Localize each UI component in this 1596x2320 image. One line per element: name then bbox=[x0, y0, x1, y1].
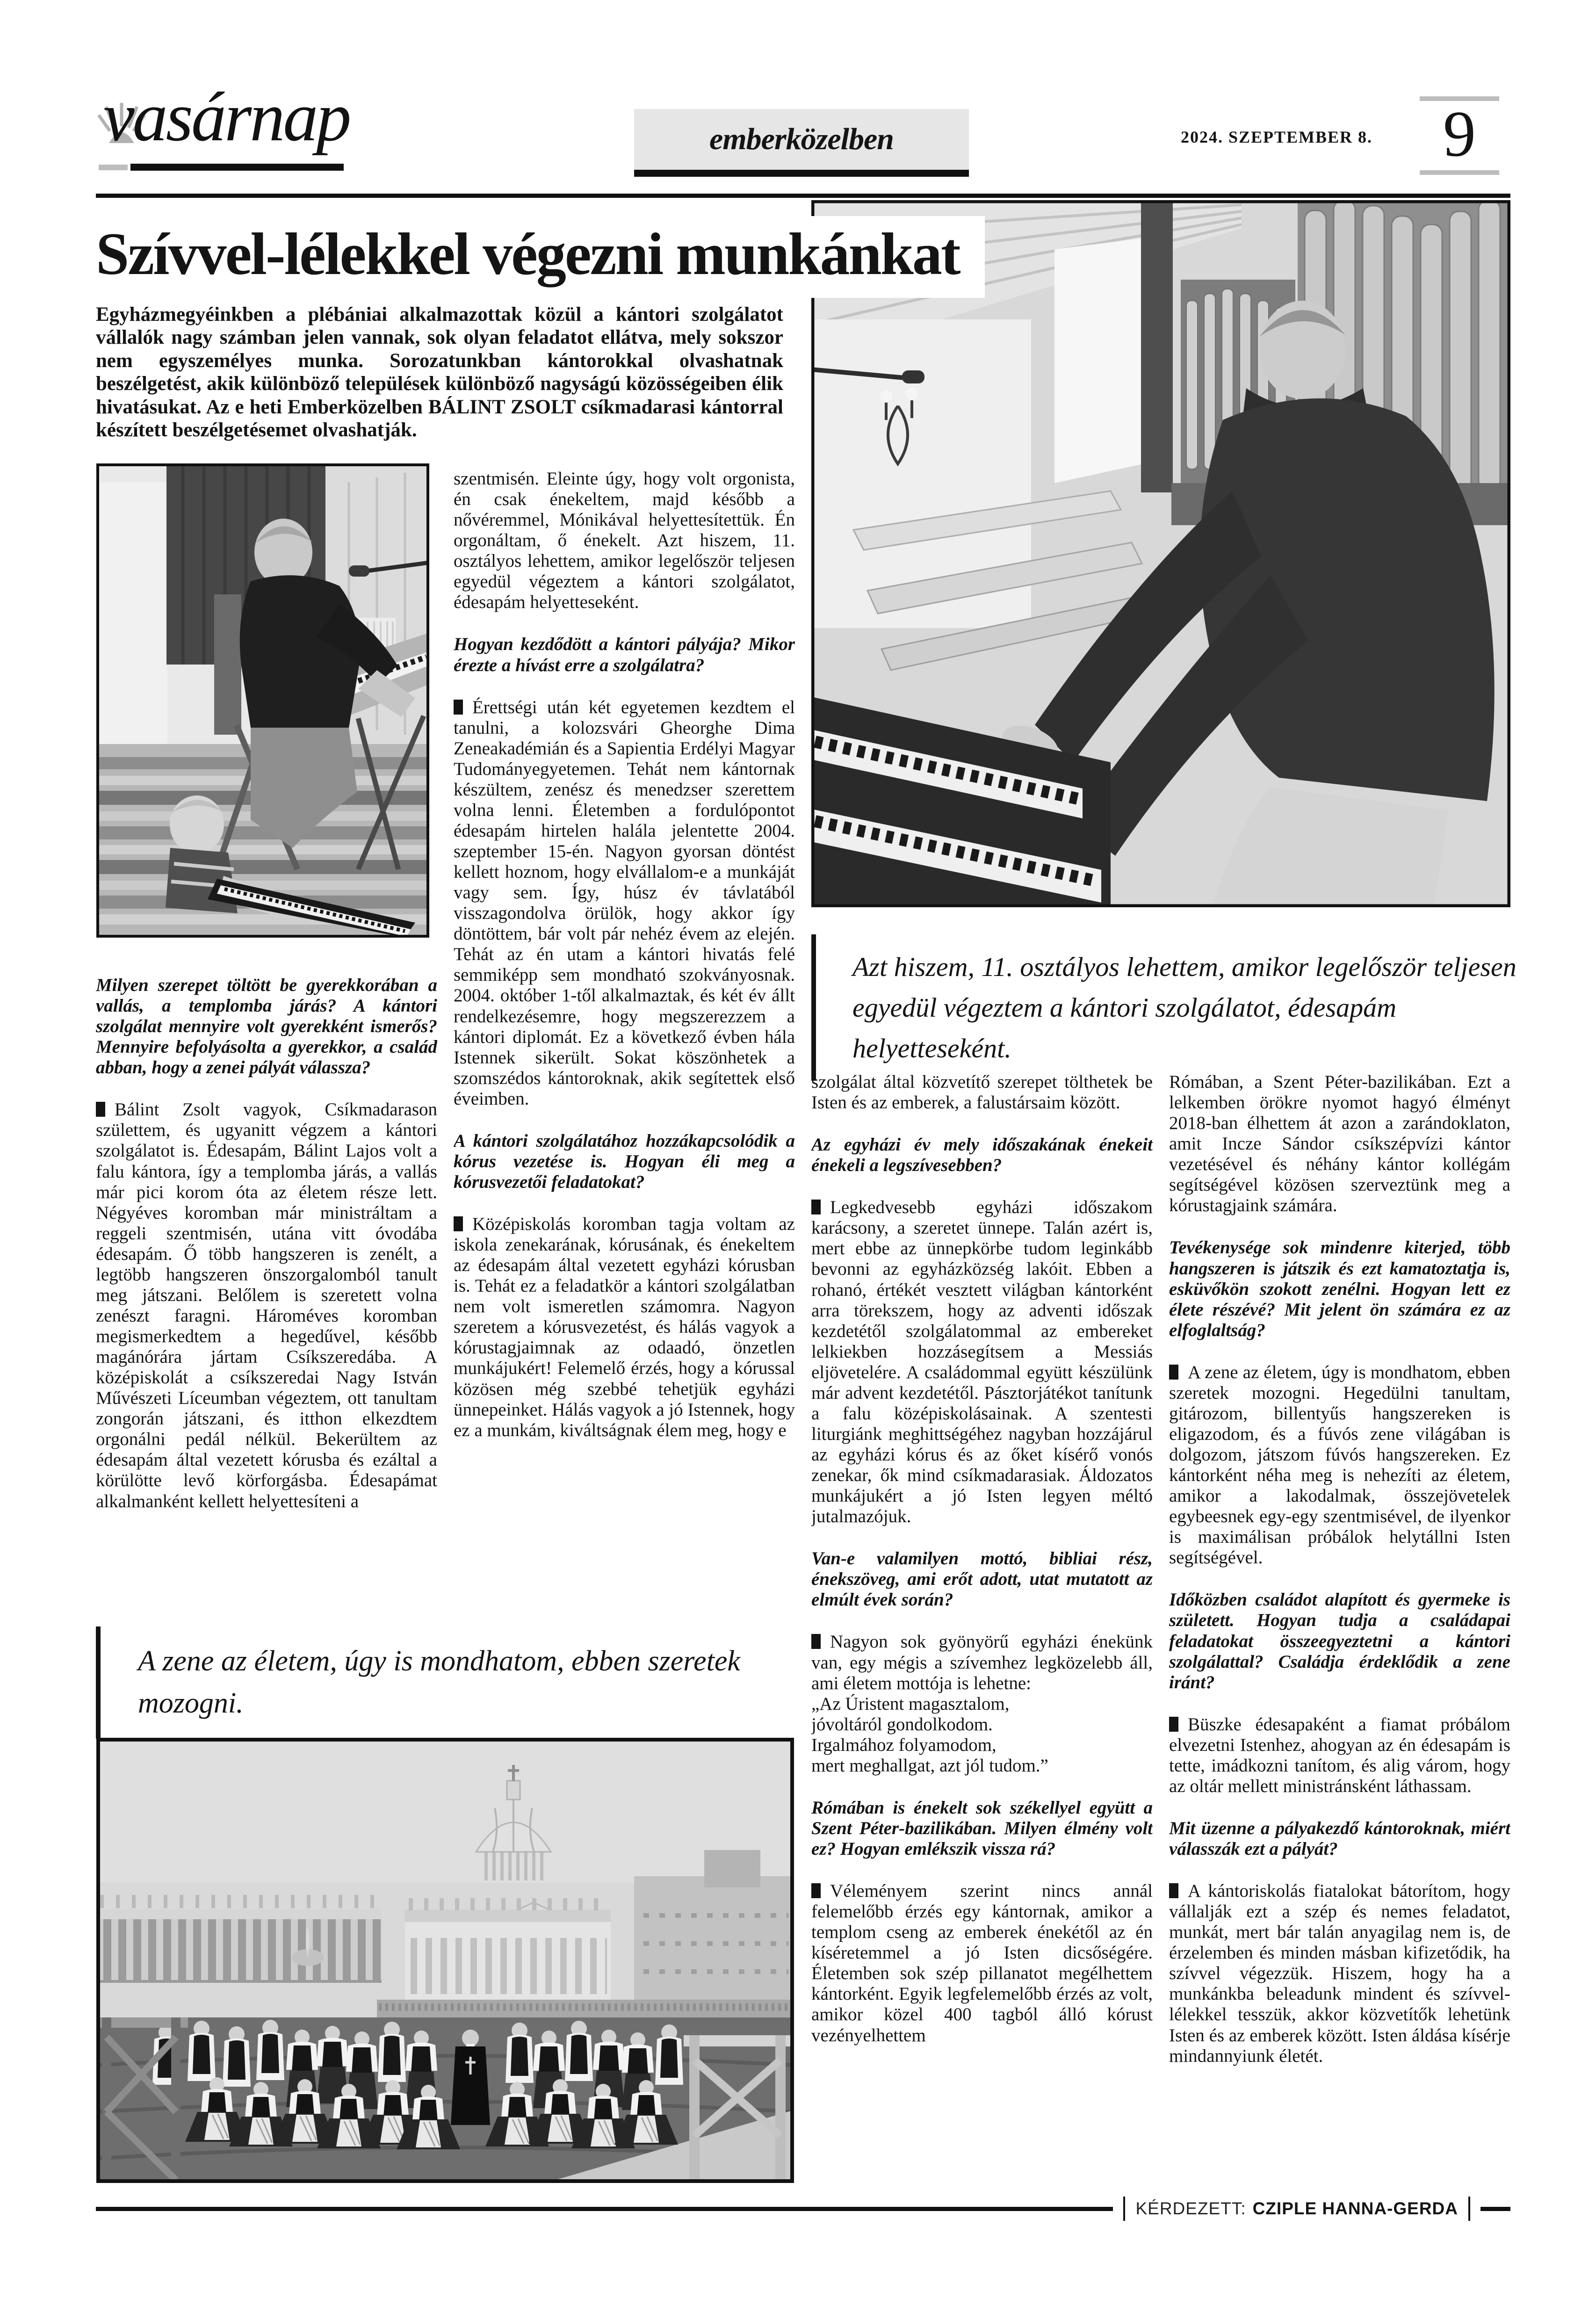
answer bbox=[96, 1099, 437, 1511]
answer-marker-icon bbox=[811, 1634, 821, 1649]
header-divider-rule bbox=[96, 194, 1510, 198]
footer-byline bbox=[96, 2192, 1510, 2225]
question: Tevékenysége sok mindenre kiterjed, több hangszeren is játszik és ezt kamatoztatja is, esküvőkön szokott zenélni. Hogyan lett ez élete részévé? Mit jelent ön számára ez az elfoglaltság? bbox=[1169, 1237, 1510, 1340]
question: Rómában is énekelt sok székellyel együtt a Szent Péter-bazilikában. Milyen élmény volt ez? Hogyan emlékszik vissza rá? bbox=[811, 1797, 1153, 1859]
column-3 bbox=[811, 1072, 1153, 2181]
answer-text: Nagyon sok gyönyörű egyházi énekünk van, egy mégis a szívemhez legközelebb áll, ami életem mottója is lehetne: bbox=[811, 1632, 1153, 1693]
page-number: 9 bbox=[1443, 98, 1476, 170]
footer-bar-right bbox=[1468, 2197, 1470, 2221]
footer-rule-left bbox=[96, 2207, 1113, 2211]
answer bbox=[811, 1632, 1153, 1693]
song-verse-line: „Az Úristent magasztalom, bbox=[811, 1693, 1010, 1714]
answer-marker-icon bbox=[454, 1216, 463, 1231]
answer bbox=[454, 697, 795, 1109]
answer-marker-icon bbox=[1169, 1883, 1178, 1898]
section-title: emberközelben bbox=[709, 122, 894, 156]
logo-underline-gray bbox=[99, 165, 128, 170]
answer-text: Bálint Zsolt vagyok, Csíkmadarason születtem, és ugyanitt végzem a kántori szolgálatot is. Édesapám, Bálint Lajos volt a falu kántora, így a templomba járás, a vallás már pici korom óta az életem része lett. Négyéves koromban már ministráltam a reggeli szentmisén, utána vitt óvodába édesapám. Ő több hangszeren is zenélt, a legtöbb hangszeren önszorgalomból tanult meg játszani. Belőlem is szeretett volna zenészt faragni. Hároméves koromban megismerkedtem a hegedűvel, később magánórára jártam Csíkszeredába. A középiskolát a csíkszeredai Nagy István Művészeti Líceumban végeztem, ott tanultam zongorán játszani, és itthon elkezdtem orgonálni pedál nélkül. Bekerültem az édesapám által vezetett kórusba és ezáltal a körülötte levő körforgásba. Édesapámat alkalmanként kellett helyettesíteni a bbox=[96, 1099, 437, 1511]
issue-date: 2024. SZEPTEMBER 8. bbox=[1180, 128, 1373, 146]
answer-marker-icon bbox=[811, 1200, 821, 1214]
answer bbox=[811, 1197, 1153, 1527]
page-number-block bbox=[1420, 96, 1499, 176]
song-verse-line: mert meghallgat, azt jól tudom.” bbox=[811, 1755, 1048, 1776]
article-headline: Szívvel-lélekkel végezni munkánkat bbox=[96, 216, 985, 298]
question: A kántori szolgálatához hozzákapcsolódik a kórus vezetése is. Hogyan éli meg a kórusvezetői feladatokat? bbox=[454, 1130, 795, 1192]
section-banner bbox=[634, 109, 969, 177]
column-1 bbox=[96, 975, 437, 1611]
answer-continuation: szentmisén. Eleinte úgy, hogy volt orgonista, én csak énekeltem, majd később a nővéremmel, Mónikával helyettesítettük. Én orgonáltam, ő énekelt. Azt hiszem, 11. osztályos lehettem, amikor legelőször teljesen egyedül végeztem a kántori szolgálatot, édesapám helyetteseként. bbox=[454, 469, 795, 613]
article-intro: Egyházmegyéinkben a plébániai alkalmazottak közül a kántori szolgálatot vállalók nagy számban jelen vannak, sok olyan feladatot ellátva, mely sokszor nem egyszemélyes munka. Sorozatunkban kántorokkal olvashatnak beszélgetést, akik különböző települések különböző nagyságú közösségeiben élik hivatásukat. Az e heti Emberközelben BÁLINT ZSOLT csíkmadarasi kántorral készített beszélgetésemet olvashatják. bbox=[96, 304, 783, 441]
answer-marker-icon bbox=[454, 700, 463, 715]
question: Az egyházi év mely időszakának énekeit énekeli a legszívesebben? bbox=[811, 1135, 1153, 1176]
answer-text: Középiskolás koromban tagja voltam az iskola zenekarának, kórusának, és énekeltem az édesapám által vezetett egyházi kórusban is. Tehát ez a feladatkör a kántori szolgálatban nem volt ismeretlen számomra. Nagyon szeretem a kórusvezetést, és hálás vagyok a kórustagjaimnak az odaadó, önzetlen munkájukért! Felemelő érzés, hogy a kórussal közösen még szebbé tehetjük egyházi ünnepeinket. Hálás vagyok a jó Istennek, hogy ez a munkám, kiváltságnak élem meg, hogy e bbox=[454, 1214, 795, 1440]
question: Hogyan kezdődött a kántori pályája? Mikor érezte a hívást erre a szolgálatra? bbox=[454, 634, 795, 675]
question: Mit üzenne a pályakezdő kántoroknak, miért válasszák ezt a pályát? bbox=[1169, 1818, 1510, 1859]
column-2 bbox=[454, 469, 795, 1621]
answer-continuation: szolgálat által közvetítő szerepet tölthetek be Isten és az emberek, a falustársaim között. bbox=[811, 1072, 1153, 1113]
pull-quote-text: Azt hiszem, 11. osztályos lehettem, amikor legelőször teljesen egyedül végeztem a kántori szolgálatot, édesapám helyetteseként. bbox=[852, 952, 1517, 1063]
logo-underline-black bbox=[130, 164, 344, 171]
answer-text: Érettségi után két egyetemen kezdtem el tanulni, a kolozsvári Gheorghe Dima Zeneakadémián és a Sapientia Erdélyi Magyar Tudományegyetemen. Tehát nem kántornak készültem, zenész és menedzser szerettem volna lenni. Életemben a fordulópontot édesapám hirtelen halála jelentette 2004. szeptember 15-én. Nagyon gyorsan döntést kellett hoznom, hogy elvállalom-e a munkáját vagy sem. Így, húsz év távlatából visszagondolva örülök, hogy akkor így döntöttem, bár volt pár nehéz évem az elején. Tehát az én utam a kántori hivatás felé semmiképp sem mondható szokványosnak. 2004. október 1-től alkalmaztak, és két év állt rendelkezésemre, hogy megszerezzem a kántori diplomát. Ez a következő évben hála Istennek sikerült. Sokat köszönhetek a szomszédos kántoroknak, akik segítettek első éveimben. bbox=[454, 697, 795, 1109]
answer-marker-icon bbox=[1169, 1717, 1178, 1732]
answer-text: Büszke édesapaként a fiamat próbálom elvezetni Istenhez, ahogyan az én édesapám is tette, imádkozni tanítom, és alig várom, hogy az oltár mellett ministránsként láthassam. bbox=[1169, 1714, 1510, 1796]
answer-text: Legkedvesebb egyházi időszakom karácsony, a szeretet ünnepe. Talán azért is, mert ebbe az ünnepkörbe tudom leginkább bevonni az egyházközség lakóit. Ebben a rohanó, értékét vesztett világban kántorként arra törekszem, hogy az adventi időszak kezdetétől szolgálatommal az embereket lelkiekben hozzásegítsem a Messiás eljövetelére. A családommal együtt készülünk már advent kezdetétől. Pásztorjátékot tanítunk a falu középiskolásainak. A szentesti liturgiánk meghittségéhez nagyban hozzájárul az egyházi kórus és az őket kísérő vonós zenekar, ők mind csíkmadarasiak. Áldozatos munkájukért a jó Isten legyen méltó jutalmazójuk. bbox=[811, 1197, 1153, 1527]
question: Van-e valamilyen mottó, bibliai rész, énekszöveg, ami erőt adott, utat mutatott az elmúlt évek során? bbox=[811, 1548, 1153, 1610]
answer-text: Véleményem szerint nincs annál felemelőbb érzés egy kántornak, amikor a templom cseng az emberek énekétől az én kíséretemmel a jó Isten dicsőségére. Életemben sok szép pillanatot megélhettem kántorként. Egyik legfelemelőbb érzés az volt, amikor közel 400 tagból álló kórust vezényelhettem bbox=[811, 1881, 1153, 2045]
footer-rule-right bbox=[1480, 2207, 1510, 2211]
photo-man-child-keyboards-art bbox=[96, 463, 429, 938]
answer-marker-icon bbox=[1169, 1365, 1178, 1380]
footer-bar-left bbox=[1123, 2197, 1125, 2221]
answer bbox=[1169, 1714, 1510, 1797]
pull-quote-2 bbox=[96, 1626, 779, 1739]
song-verse-line: jóvoltáról gondolkodom. bbox=[811, 1714, 993, 1735]
pull-quote-1 bbox=[811, 934, 1521, 1081]
pull-quote-text: A zene az életem, úgy is mondhatom, ebben szeretek mozogni. bbox=[138, 1645, 740, 1719]
publication-logo: vasárnap bbox=[103, 78, 350, 156]
answer-marker-icon bbox=[96, 1102, 105, 1117]
masthead bbox=[96, 78, 451, 187]
column-4 bbox=[1169, 1072, 1510, 2181]
answer bbox=[1169, 1881, 1510, 2067]
photo-kantor-at-organ bbox=[811, 200, 1510, 907]
photo-choir-st-peters-square bbox=[96, 1738, 794, 2183]
answer-continuation: Rómában, a Szent Péter-bazilikában. Ezt a lelkemben örökre nyomot hagyó élményt 2018-ban élhettem át azon a zarándoklaton, amit Incze Sándor csíkszépvízi kántor vezetésével és néhány kántor kollégám segítségével közösen szerveztünk meg a kórustagjaink számára. bbox=[1169, 1072, 1510, 1216]
answer bbox=[1169, 1362, 1510, 1568]
choir-front-row bbox=[185, 2077, 678, 2149]
photo-man-child-keyboards bbox=[96, 463, 429, 938]
answer-text: A zene az életem, úgy is mondhatom, ebben szeretek mozogni. Hegedülni tanultam, gitározom, billentyűs hangszereken is eligazodom, és a fúvós zene világában is dolgozom, játszom fúvós hangszereken. Ez kántorként néha meg is nehezíti az életem, amikor a lakodalmak, összejövetelek egybeesnek egy-egy szentmisével, de ilyenkor is maximálisan próbálok helytállni Isten segítségével. bbox=[1169, 1362, 1510, 1568]
photo-kantor-at-organ-art bbox=[811, 200, 1510, 907]
byline-label: KÉRDEZETT: bbox=[1135, 2199, 1246, 2218]
photo-choir-art bbox=[96, 1738, 794, 2183]
song-verse-line: Irgalmához folyamodom, bbox=[811, 1735, 997, 1755]
byline-name: CZIPLE HANNA-GERDA bbox=[1252, 2199, 1458, 2218]
answer-text: A kántoriskolás fiatalokat bátorítom, hogy vállalják ezt a szép és nemes feladatot, munkát, mert bár talán anyagilag nem is, de érzelemben és minden másban kifizetődik, ha szívvel végezzük. Hiszem, hogy ha a munkánkba beleadunk mindent és szívvel-lélekkel tesszük, akkor közvetítők lehetünk Isten és az emberek között. Isten áldása kísérje mindannyiunk életét. bbox=[1169, 1881, 1510, 2066]
answer-marker-icon bbox=[811, 1883, 821, 1898]
answer bbox=[454, 1214, 795, 1441]
answer bbox=[811, 1881, 1153, 2046]
page-number-rule-bottom bbox=[1420, 170, 1499, 175]
question: Időközben családot alapított és gyermeke is született. Hogyan tudja a családapai feladatokat összeegyeztetni a kántori szolgálattal? Családja érdeklődik a zene iránt? bbox=[1169, 1590, 1510, 1692]
question: Milyen szerepet töltött be gyerekkorában a vallás, a templomba járás? A kántori szolgálat mennyire volt gyerekként ismerős? Mennyire befolyásolta a gyerekkor, a család abban, hogy a zenei pályát válassza? bbox=[96, 975, 437, 1078]
